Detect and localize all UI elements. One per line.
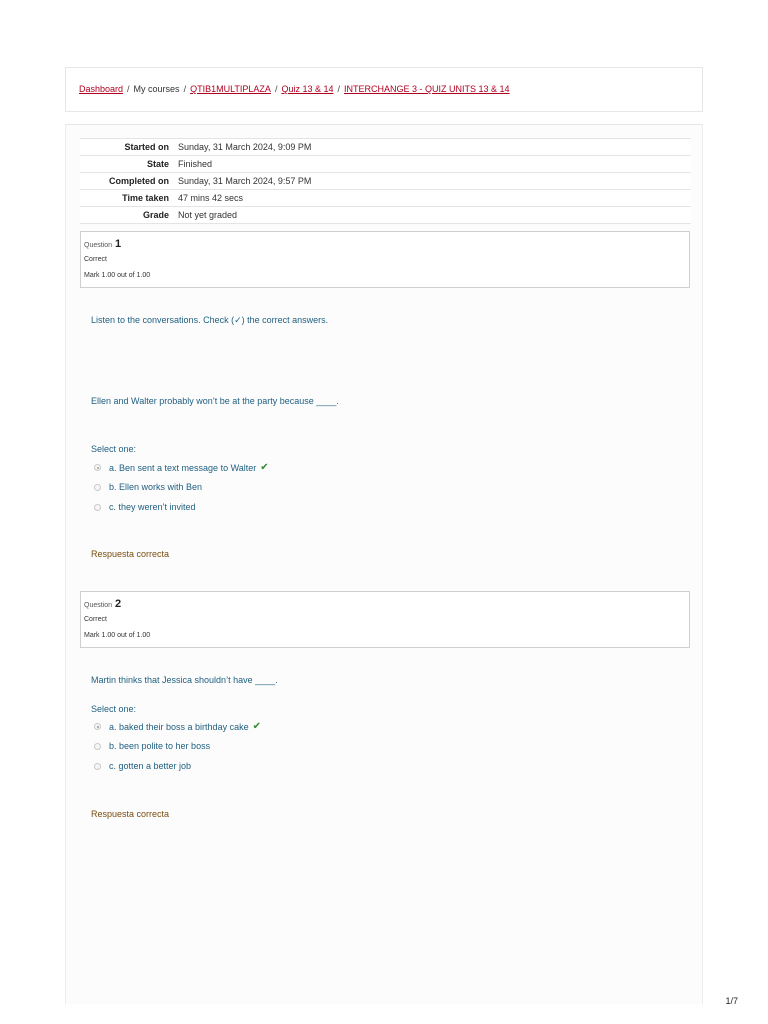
question-number-value: 2 <box>114 598 122 610</box>
check-icon: ✔ <box>252 721 261 732</box>
summary-row-completed <box>80 173 691 190</box>
question-mark: Mark 1.00 out of 1.00 <box>84 632 151 639</box>
radio-button[interactable] <box>94 484 101 491</box>
question-2-info <box>80 591 690 648</box>
summary-row-time-taken <box>80 190 691 207</box>
summary-row-grade <box>80 207 691 224</box>
summary-label: Grade <box>142 210 169 220</box>
summary-row-started <box>80 139 691 156</box>
option-label: c. gotten a better job <box>109 761 192 771</box>
radio-button[interactable] <box>94 763 101 770</box>
radio-button[interactable] <box>94 723 101 730</box>
question-2-select-label: Select one: <box>91 704 137 714</box>
summary-row-state <box>80 156 691 173</box>
summary-label: Completed on <box>109 176 169 186</box>
question-2-option-c[interactable] <box>94 761 191 771</box>
question-1-select-label: Select one: <box>91 444 137 454</box>
quiz-review-region <box>65 124 703 1004</box>
breadcrumb-separator: / <box>183 84 187 94</box>
breadcrumb-section-link[interactable]: Quiz 13 & 14 <box>281 84 334 94</box>
option-label: b. been polite to her boss <box>109 741 211 751</box>
question-state: Correct <box>84 616 107 623</box>
question-1-text: Ellen and Walter probably won’t be at the party because ____. <box>91 396 339 406</box>
summary-value: 47 mins 42 secs <box>178 193 244 203</box>
summary-value: Not yet graded <box>178 210 238 220</box>
question-1-feedback: Respuesta correcta <box>91 549 170 559</box>
summary-label: State <box>146 159 169 169</box>
breadcrumb-my-courses: My courses <box>133 84 180 94</box>
question-number <box>84 598 121 610</box>
breadcrumb-course-link[interactable]: QTIB1MULTIPLAZA <box>190 84 271 94</box>
option-label: c. they weren’t invited <box>109 502 196 512</box>
question-mark: Mark 1.00 out of 1.00 <box>84 272 151 279</box>
attempt-summary-table <box>80 138 691 224</box>
question-2-text: Martin thinks that Jessica shouldn’t have ____. <box>91 675 278 685</box>
option-label: a. Ben sent a text message to Walter <box>109 462 257 473</box>
summary-value: Finished <box>178 159 213 169</box>
breadcrumb-dashboard-link[interactable]: Dashboard <box>79 84 124 94</box>
summary-label: Time taken <box>122 193 169 203</box>
question-label: Question <box>84 602 113 609</box>
option-label: b. Ellen works with Ben <box>109 482 203 492</box>
breadcrumb-separator: / <box>274 84 278 94</box>
radio-button[interactable] <box>94 504 101 511</box>
breadcrumb <box>79 84 510 94</box>
summary-value: Sunday, 31 March 2024, 9:57 PM <box>178 176 312 186</box>
question-1-info <box>80 231 690 288</box>
question-1-option-a[interactable] <box>94 462 269 473</box>
question-1-instruction: Listen to the conversations. Check (✓) the correct answers. <box>91 315 329 325</box>
breadcrumb-quiz-link[interactable]: INTERCHANGE 3 - QUIZ UNITS 13 & 14 <box>344 84 510 94</box>
question-number-value: 1 <box>114 238 122 250</box>
summary-value: Sunday, 31 March 2024, 9:09 PM <box>178 142 312 152</box>
question-2-option-a[interactable] <box>94 721 261 732</box>
question-state: Correct <box>84 256 107 263</box>
breadcrumb-separator: / <box>127 84 130 94</box>
question-label: Question <box>84 242 113 249</box>
summary-label: Started on <box>124 142 169 152</box>
question-1-option-c[interactable] <box>94 502 196 512</box>
breadcrumb-separator: / <box>337 84 340 94</box>
option-label: a. baked their boss a birthday cake <box>109 721 249 732</box>
radio-button[interactable] <box>94 743 101 750</box>
breadcrumb-container <box>65 67 703 112</box>
page-number: 1/7 <box>725 996 738 1006</box>
question-1-option-b[interactable] <box>94 482 202 492</box>
check-icon: ✔ <box>260 462 269 473</box>
radio-button[interactable] <box>94 464 101 471</box>
question-number <box>84 238 121 250</box>
question-2-option-b[interactable] <box>94 741 210 751</box>
question-2-feedback: Respuesta correcta <box>91 809 170 819</box>
